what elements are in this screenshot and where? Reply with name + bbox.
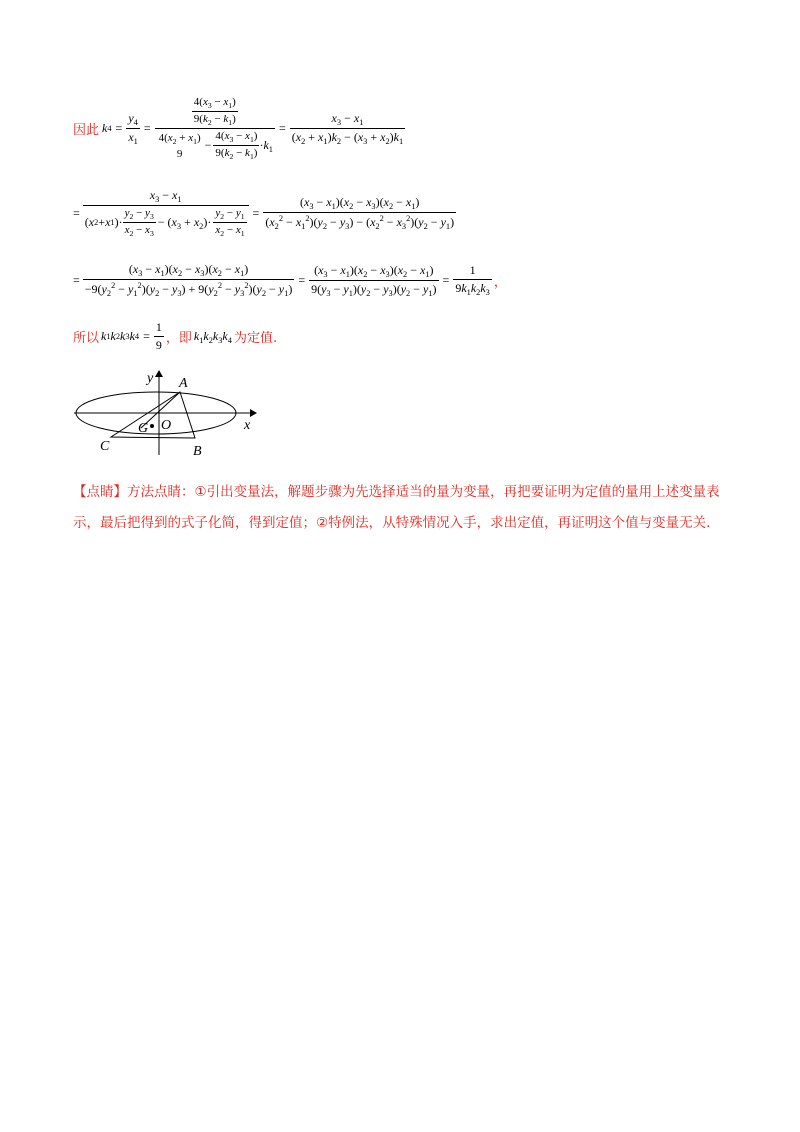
- therefore-text: 因此: [73, 123, 100, 138]
- label-y: y: [147, 371, 154, 386]
- key-point-note: [73, 477, 743, 539]
- label-o: O: [161, 418, 172, 433]
- label-a: A: [179, 376, 188, 391]
- point-g: [150, 424, 154, 428]
- label-g: G: [138, 421, 149, 436]
- equation-line-1: [73, 96, 405, 161]
- comma-text: ，: [493, 274, 507, 290]
- k-product-formula: k 1 k 2 k 3 k 4 = $\frac{1}{9}$: [101, 320, 162, 352]
- label-c: C: [100, 439, 110, 454]
- equation-line-2: = $x_3 - x_1$ ( x 2 + x 1 )· $\frac{y_2 - y_3}{x_2 - x_3}$ − $(x_3 + x_2)\cdot$ $\frac{y_2 - y_1}{x_2 - x_1}$ = $\frac{(x_3 - x_1)(x_2 - x_3)(x_2 - x_1)}{(x_2^2 - x_1^2)(y_2 - y_3) - (x_2^2 - x_3^2)(y_2 - y_1)}$: [73, 188, 455, 238]
- note-text: 方法点睛：①引出变量法，解题步骤为先选择适当的量为变量，再把要证明为定值的量用上述变量表示，最后把得到的式子化简，得到定值；②特例法，从特殊情况入手，求出定值，再证明这个值与变量无关.: [73, 484, 720, 531]
- ellipse-figure: [70, 365, 270, 465]
- k4-fraction-formula: k 4 = $\frac{y_4}{x_1}$ = $\frac{4(x_3 - x_1)}{9(k_2 - k_1)}$ $4(x_2 + x_1)$ 9 − $\frac{4(x_3 - x_1)}{9(k_2 - k_1)}$ $\cdot k_1$ = $\frac{x_3 - x_1}{(x_2 + x_1)k_2 - (x_3 + x_2)k_1}$: [102, 96, 404, 161]
- equation-line-3: = $\frac{(x_3 - x_1)(x_2 - x_3)(x_2 - x_1)}{-9(y_2^2 - y_1^2)(y_2 - y_3) + 9(y_2^2 - y_3^2)(y_2 - y_1)}$ = $\frac{(x_3 - x_1)(x_2 - x_3)(x_2 - x_1)}{9(y_3 - y_1)(y_2 - y_3)(y_2 - y_1)}$ = $\frac{1}{9k_1k_2k_3}$ ，: [73, 262, 507, 298]
- namely-text: ，即: [165, 331, 192, 346]
- is-constant-text: 为定值.: [233, 331, 278, 346]
- k-product-expression: $k_1k_2k_3k_4$: [193, 328, 232, 345]
- so-text: 所以: [73, 331, 100, 346]
- conclusion-line: [73, 320, 277, 353]
- note-tag: 【点睛】: [73, 484, 127, 500]
- label-b: B: [193, 444, 202, 459]
- label-x: x: [244, 418, 251, 433]
- triangle-abc: [111, 392, 195, 438]
